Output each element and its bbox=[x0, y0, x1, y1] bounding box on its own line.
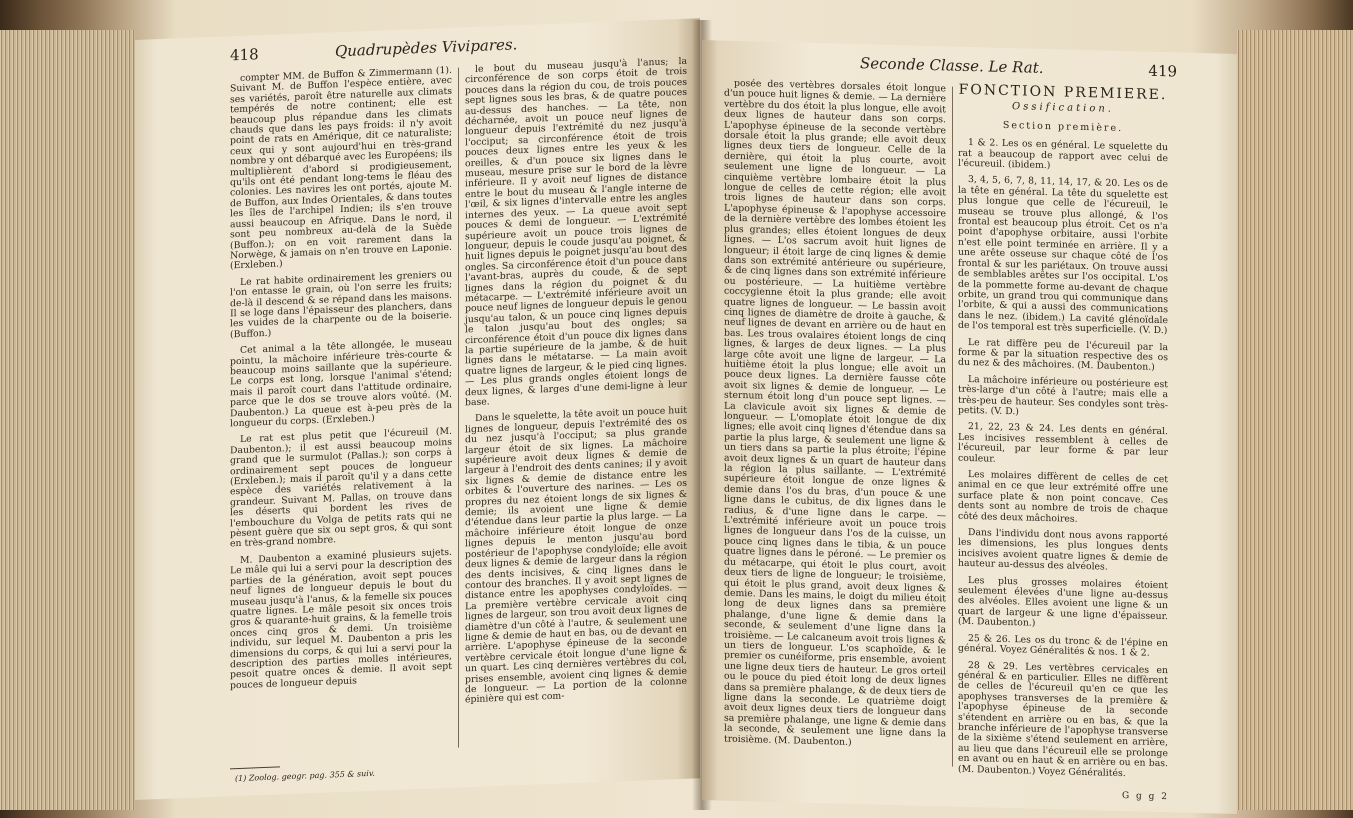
right-column-divider bbox=[952, 87, 953, 767]
paragraph: Les plus grosses molaires étoient seulement élevées d'une ligne au-dessus des alvéoles. Elles avoient une ligne & un quart de largeur & une ligne d'épaisseur. (M. Daubenton.) bbox=[958, 574, 1168, 630]
paragraph: 1 & 2. Les os en général. Le squelette du rat a beaucoup de rapport avec celui de l'écureuil. (ibidem.) bbox=[958, 137, 1168, 172]
paragraph: Les molaires diffèrent de celles de cet animal en ce que leur extrémité offre une surface plate & non point concave. Ces dents sont au nombre de trois de chaque côté des deux mâchoires. bbox=[958, 468, 1168, 525]
paragraph: 3, 4, 5, 6, 7, 8, 11, 14, 17, & 20. Les os de la tête en général. La tête du squelette est plus longue que celle de l'écureuil, le museau se trouve plus allongé, & l'os frontal est beaucoup plus étroit. Cet os n'a point d'apophyse orbitaire, aussi l'orbite n'est elle point terminée en arrière. Il y a une arête osseuse sur chaque côté de l'os frontal & sur les pariétaux. On trouve aussi de semblables arêtes sur l'os occipital. L'os de la pommette forme au-devant de chaque orbite, un grand trou qui communique dans l'orbite, & qui a aussi des communications dans le nez. (ibidem.) La cavité glénoïdale de l'os temporal est très superficielle. (V. D.) bbox=[958, 174, 1168, 337]
paragraph: Dans le squelette, la tête avoit un pouce huit lignes de longueur, depuis l'extrémité des os du nez jusqu'à l'occiput; sa plus grande largeur étoit de six lignes. La mâchoire supérieure avoit deux lignes & demie de largeur à l'endroit des dents canines; il y avoit six lignes & demie de distance entre les orbites & l'ouverture des narines. — Les os propres du nez étoient longs de six lignes & demie; ils avoient une ligne & demie d'étendue dans leur partie la plus large. — La mâchoire inférieure étoit longue de onze lignes depuis le menton jusqu'au bord postérieur de l'apophyse condyloïde; elle avoit deux lignes & demie de largeur dans la région des dents incisives, & cinq lignes dans le contour des branches. Il y avoit sept lignes de distance entre les apophyses condyloïdes. — La première vertèbre cervicale avoit cinq lignes de largeur, son trou avoit deux lignes de diamètre d'un côté à l'autre, & seulement une ligne & demie de haut en bas, ou de devant en arrière. L'apophyse épineuse de la seconde vertèbre cervicale étoit longue d'une ligne & un quart. Les cinq dernières vertèbres du col, prises ensemble, avoient cinq lignes & demie de longueur. — La portion de la colonne épinière qui est com- bbox=[465, 405, 687, 706]
paragraph: Cet animal a la tête allongée, le museau pointu, la mâchoire inférieure très-courte & beaucoup moins saillante que la supérieure. Le corps est long, lorsque l'animal s'étend; mais il paroît court dans l'attitude ordinaire, parce que le dos se trouve alors voûté. (M. Daubenton.) La queue est à-peu près de la longueur du corps. (Erxleben.) bbox=[230, 336, 452, 430]
section-subtitle: Ossification. bbox=[1012, 101, 1114, 116]
right-running-head bbox=[860, 54, 1177, 80]
paragraph: 28 & 29. Les vertèbres cervicales en général & en particulier. Elles ne diffèrent de celles de l'écureuil qu'en ce que les apophyses transverses de la première & l'apophyse épineuse de la seconde s'étendent en arrière ou en bas, & que la branche inférieure de l'apophyse transverse de la sixième s'étend seulement en arrière, au lieu que dans l'écureuil elle se prolonge en avant ou en haut & en arrière ou en bas. (M. Daubenton.) Voyez Généralités. bbox=[958, 659, 1168, 779]
paragraph: La mâchoire inférieure ou postérieure est très-large d'un côté à l'autre; mais elle a très-peu de hauteur. Ses condyles sont très-petits. (V. D.) bbox=[958, 373, 1168, 418]
paragraph: 25 & 26. Les os du tronc & de l'épine en général. Voyez Généralités & nos. 1 & 2. bbox=[958, 632, 1168, 659]
right-page-number: 419 bbox=[1148, 61, 1178, 81]
left-page-number: 418 bbox=[230, 45, 259, 65]
right-running-title: Seconde Classe. Le Rat. bbox=[860, 54, 1044, 77]
signature-mark: G g g 2 bbox=[1122, 790, 1170, 803]
left-column-2 bbox=[465, 57, 687, 712]
footnote-rule bbox=[230, 766, 280, 769]
paragraph: Dans l'individu dont nous avons rapporté les dimensions, les plus longues dents incisives avoient quatre lignes & demie de hauteur au-dessus des alvéoles. bbox=[958, 526, 1168, 573]
section-title: FONCTION PREMIERE. bbox=[958, 81, 1168, 104]
paragraph: 21, 22, 23 & 24. Les dents en général. Les incisives ressemblent à celles de l'écureuil, par leur forme & par leur couleur. bbox=[958, 421, 1168, 465]
section-body bbox=[958, 138, 1168, 780]
left-running-head bbox=[230, 35, 517, 64]
right-page bbox=[702, 40, 1237, 814]
paragraph: Le rat est plus petit que l'écureuil (M. Daubenton.); il est aussi beaucoup moins grand que le surmulot (Pallas.); son corps à ordinairement sept pouces de longueur (Erxleben.); mais il paroît qu'il y a dans cette espèce des variétés relativement à la grandeur. Suivant M. Pallas, on trouve dans les déserts qui bordent les rives de l'embouchure du Volga de petits rats qui ne pèsent guère que six ou sept gros, & qui sont en très-grand nombre. bbox=[230, 426, 452, 550]
paragraph: Le rat habite ordinairement les greniers ou l'on entasse le grain, où l'on serre les fruits; de-là il descend & se répand dans les maisons. Il se loge dans l'épaisseur des planchers, dans les vuides de la charpente ou de la boiserie. (Buffon.) bbox=[230, 268, 452, 341]
right-page-edges bbox=[1237, 30, 1353, 810]
paragraph: le bout du museau jusqu'à l'anus; la circonférence de son corps étoit de trois pouces dans la région du cou, de trois pouces sept lignes sous les bras, & de quatre pouces au-dessus des hanches. — La tête, non décharnée, avoit un pouce neuf lignes de longueur depuis l'extrémité du nez jusqu'à l'occiput; sa circonférence étoit de trois pouces deux lignes entre les yeux & les oreilles, & d'un pouce six lignes dans le museau, mesure prise sur le bord de la lèvre inférieure. Il y avoit neuf lignes de distance entre le bout du museau & l'angle interne de l'œil, & six lignes d'intervalle entre les angles internes des yeux. — La queue avoit sept pouces & demi de longueur. — L'extrémité supérieure avoit un pouce trois lignes de longueur, depuis le coude jusqu'au poignet, & huit lignes depuis le poignet jusqu'au bout des ongles. Sa circonférence étoit d'un pouce dans l'avant-bras, auprès du coude, & de sept lignes dans la région du poignet & du métacarpe. — L'extrémité inférieure avoit un pouce neuf lignes de longueur depuis le genou jusqu'au talon, & un pouce cinq lignes depuis le talon jusqu'au bout des ongles; sa circonférence étoit d'un pouce dix lignes dans la partie supérieure de la jambe, & de huit lignes dans le métatarse. — La main avoit quatre lignes de largeur, & le pied cinq lignes. — Les plus grands ongles étoient longs de deux lignes, & larges d'une demi-ligne à leur base. bbox=[465, 55, 687, 409]
paragraph: compter MM. de Buffon & Zimmermann (1). Suivant M. de Buffon l'espèce entière, avec ses variétés, paroît être naturelle aux climats tempérés de notre continent; elle est beaucoup plus répandue dans les climats chauds que dans les pays froids: il n'y avoit point de rats en Amérique, dit ce naturaliste; ceux qui y sont aujourd'hui en très-grand nombre y ont débarqué avec les Européens; ils multiplièrent d'abord si prodigieusement, qu'ils ont été pendant long-tems le fléau des colonies. Les navires les ont portés, ajoute M. de Buffon, aux Indes Orientales, & dans toutes les îles de l'archipel Indien; ils s'en trouve aussi beaucoup en Afrique. Dans le nord, il sont peu nombreux au-delà de la Suède (Buffon.); on en voit rarement dans la Norwège, & jamais on n'en trouve en Laponie. (Erxleben.) bbox=[230, 64, 452, 272]
right-column-1 bbox=[724, 79, 946, 757]
section-heading: Section première. bbox=[1002, 119, 1124, 134]
paragraph: M. Daubenton a examiné plusieurs sujets. Le mâle qui lui a servi pour la description des parties de la génération, avoit sept pouces neuf lignes de longueur depuis le bout du museau jusqu'à l'anus, & la femelle six pouces quatre lignes. Le mâle pesoit six onces trois gros & quarante-huit grains, & la femelle trois onces cinq gros & demi. Un troisième individu, sur lequel M. Daubenton a pris les dimensions du corps, & qui lui a servi pour la description des parties molles intérieures, pesoit quatre onces & demie. Il avoit sept pouces de longueur depuis bbox=[230, 546, 452, 692]
left-column-1 bbox=[230, 66, 452, 698]
paragraph: Le rat diffère peu de l'écureuil par la forme & par la situation respective des os du nez & des mâchoires. (M. Daubenton.) bbox=[958, 336, 1168, 374]
left-page bbox=[135, 18, 700, 800]
right-column-2 bbox=[958, 81, 1168, 786]
left-column-divider bbox=[458, 68, 459, 748]
paragraph: posée des vertèbres dorsales étoit longue d'un pouce huit lignes & demie. — La dernière vertèbre du dos étoit la plus longue, elle avoit deux lignes de hauteur dans son corps. L'apophyse épineuse de la seconde vertèbre dorsale étoit la plus grande; elle avoit deux lignes deux tiers de longueur. Celle de la dernière, qui étoit la plus courte, avoit seulement une ligne de longueur. — La cinquième vertèbre lombaire étoit la plus longue de celles de cette région; elle avoit trois lignes de hauteur dans son corps. L'apophyse épineuse & l'apophyse accessoire de la dernière vertèbre des lombes étoient les plus grandes; elles étoient longues de deux lignes. — L'os sacrum avoit huit lignes de longueur; il étoit large de cinq lignes & demie dans son extrémité antérieure ou supérieure, & de cinq lignes dans son extrémité inférieure ou postérieure. — La huitième vertèbre coccygienne étoit la plus grande; elle avoit quatre lignes de longueur. — Le bassin avoit cinq lignes de diamètre de droite à gauche, & neuf lignes de devant en arrière ou de haut en bas. Les trous ovalaires étoient longs de cinq lignes, & larges de deux lignes. — La plus large côte avoit une ligne de largeur. — La huitième étoit la plus longue; elle avoit un pouce deux lignes. La dernière fausse côte avoit six lignes & demie de longueur. — Le sternum étoit long d'un pouce sept lignes. — La clavicule avoit six lignes & demie de longueur. — L'omoplate étoit longue de dix lignes; elle avoit cinq lignes d'étendue dans sa partie la plus large, & seulement une ligne & un tiers dans sa partie la plus étroite; l'épine avoit deux lignes & un quart de hauteur dans la région la plus saillante. — L'extrémité supérieure étoit longue de onze lignes & demie dans l'os du bras, d'un pouce & une ligne dans le cubitus, de dix lignes dans le radius, & d'une ligne dans le carpe. — L'extrémité inférieure avoit un pouce trois lignes de longueur dans l'os de la cuisse, un pouce cinq lignes dans le tibia, & un pouce quatre lignes dans le péroné. — Le premier os du métacarpe, qui étoit le plus court, avoit deux tiers de ligne de longueur; le troisième, qui étoit le plus grand, avoit deux lignes & demie. Dans les mains, le doigt du milieu étoit long de deux lignes dans sa première phalange, d'une ligne & demie dans la seconde, & seulement d'une ligne dans la troisième. — Le calcaneum avoit trois lignes & un tiers de longueur. L'os scaphoïde, & le premier os cunéiforme, pris ensemble, avoient une ligne deux tiers de hauteur. Le gros orteil ou le pouce du pied étoit long de deux lignes dans sa première phalange, & de deux tiers de ligne dans la seconde. Le quatrième doigt avoit deux lignes deux tiers de longueur dans sa première phalange, une ligne & demie dans la seconde, & seulement une ligne dans la troisième. (M. Daubenton.) bbox=[724, 77, 946, 748]
left-page-edges bbox=[0, 30, 135, 810]
footnote: (1) Zoolog. geogr. pag. 355 & suiv. bbox=[235, 768, 375, 784]
left-running-title: Quadrupèdes Vivipares. bbox=[334, 35, 518, 61]
